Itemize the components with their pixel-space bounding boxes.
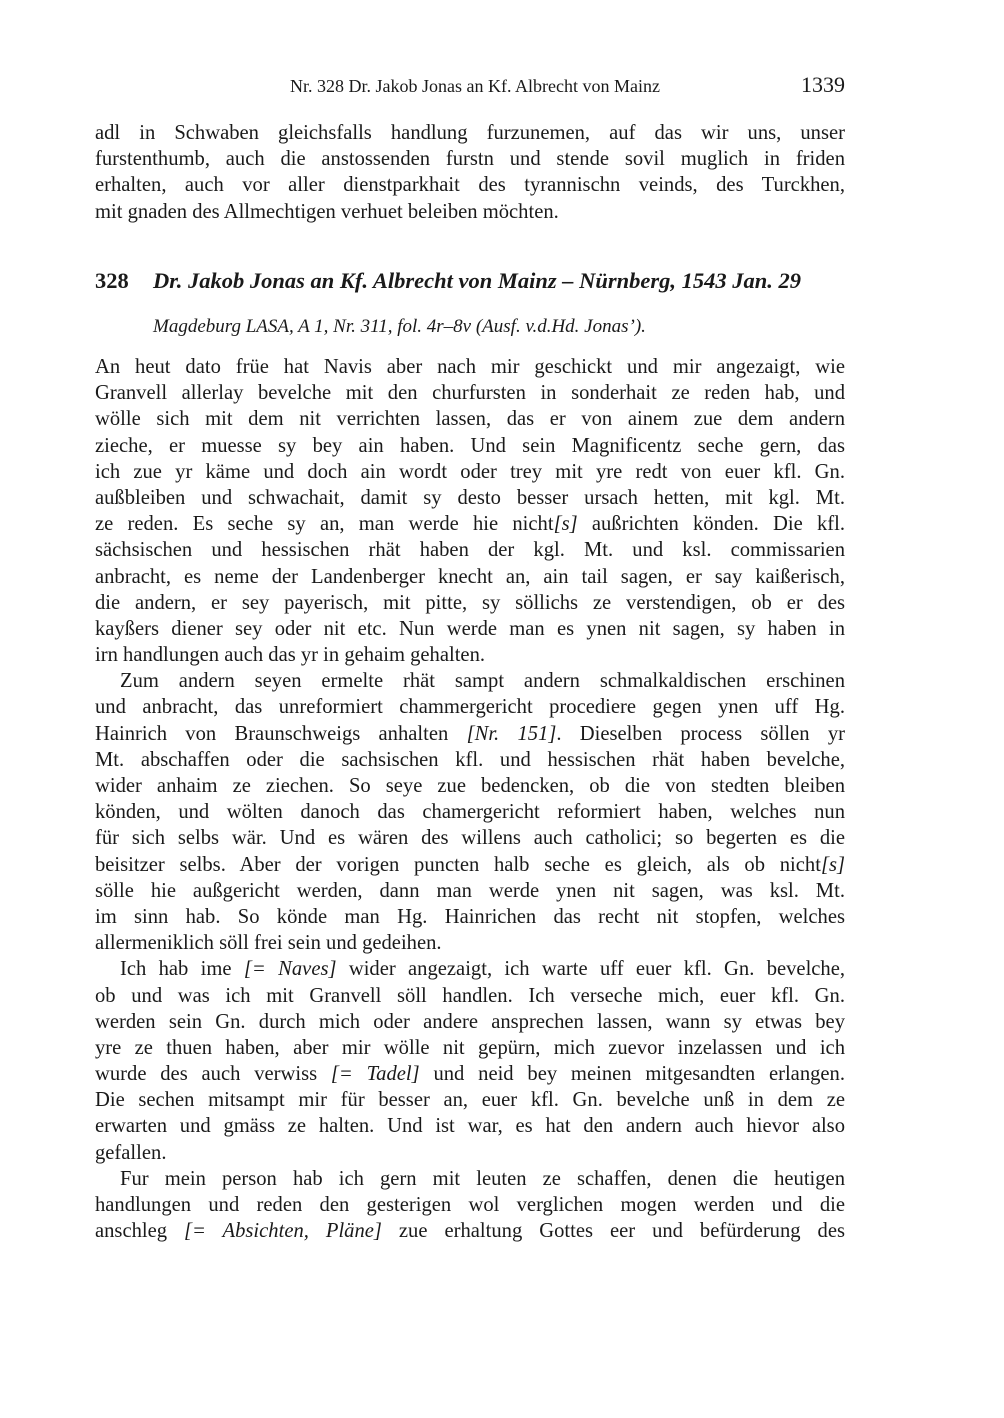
paragraph xyxy=(95,956,845,1166)
text-segment: außbleiben und schwachait, damit sy desto besser ursach hetten, mit kgl. Mt. xyxy=(95,486,845,509)
text-line xyxy=(95,825,845,851)
text-segment: An heut dato früe hat Navis aber nach mir geschickt und mir angezaigt, wie xyxy=(95,356,845,378)
text-segment: mit gnaden des Allmechtigen verhuet beleiben möchten. xyxy=(95,200,559,223)
editorial-note: [= Tadel] xyxy=(330,1063,420,1086)
text-line xyxy=(95,983,845,1009)
text-segment: wurde des auch verwiss xyxy=(95,1063,331,1086)
text-segment: zue erhaltung Gottes eer und befürderung des xyxy=(381,1220,845,1243)
text-segment: adl in Schwaben gleichsfalls handlung furzunemen, auf das wir uns, unser xyxy=(95,122,845,144)
text-line xyxy=(95,1166,845,1192)
text-line xyxy=(95,721,845,747)
document-number: 328 xyxy=(95,268,129,293)
text-line xyxy=(95,354,845,380)
text-line xyxy=(95,459,845,485)
editorial-note: [= Naves] xyxy=(243,958,337,981)
text-segment: ich zue yr käme und doch ain wordt oder trey mit yre redt von euer kfl. Gn. xyxy=(95,460,845,483)
text-line xyxy=(95,172,845,198)
paragraph xyxy=(95,1166,845,1245)
text-segment: Die sechen mitsampt mir für besser an, euer kfl. Gn. bevelche unß in dem ze xyxy=(95,1089,845,1112)
text-segment: Zum andern seyen ermelte rhät sampt andern schmalkaldischen erschinen xyxy=(120,670,845,693)
text-line xyxy=(95,1035,845,1061)
document-body xyxy=(95,354,845,1244)
text-segment: . Dieselben process söllen yr xyxy=(556,722,845,745)
text-segment: Granvell allerlay bevelche mit den churfursten in sonderhait ze reden hab, und xyxy=(95,382,845,405)
text-line xyxy=(95,485,845,511)
text-line xyxy=(95,616,845,642)
text-segment: wölle sich mit dem nit verrichten lassen, das er von ainem zue dem andern xyxy=(95,408,845,431)
text-line xyxy=(95,694,845,720)
text-line xyxy=(95,956,845,982)
text-line xyxy=(95,642,845,668)
text-line xyxy=(95,120,845,146)
text-line xyxy=(95,1218,845,1244)
text-segment: und neid bey meinen mitgesandten erlangen. xyxy=(419,1063,845,1086)
text-line xyxy=(95,511,845,537)
text-line xyxy=(95,904,845,930)
text-segment: zieche, er muesse sy bey ain haben. Und sein Magnificentz seche gern, das xyxy=(95,434,845,457)
text-line xyxy=(95,930,845,956)
text-segment: Mt. abschaffen oder die sachsischen kfl. und hessischen rhät haben bevelche, xyxy=(95,748,845,771)
text-line xyxy=(95,406,845,432)
text-segment: wider anhaim ze ziechen. So seye zue bedencken, ob die von stedten bleiben xyxy=(95,775,845,797)
text-line xyxy=(95,146,845,172)
text-line xyxy=(95,668,845,694)
text-segment: im sinn hab. So könde man Hg. Hainrichen das recht nit stopfen, welches xyxy=(95,905,845,928)
page-number: 1339 xyxy=(801,72,845,97)
text-line xyxy=(95,773,845,799)
text-segment: irn handlungen auch das yr in gehaim gehalten. xyxy=(95,644,486,667)
text-segment: die andern, er sey payerisch, mit pitte, sy söllichs ze verstendigen, ob er des xyxy=(95,591,845,614)
text-segment: anbracht, es neme der Landenberger knecht an, ain tail sagen, er say kaißerisch, xyxy=(95,565,845,588)
text-segment: ob und was ich mit Granvell söll handlen. Ich verseche mich, euer kfl. Gn. xyxy=(95,984,845,1007)
text-line xyxy=(95,852,845,878)
text-line xyxy=(95,433,845,459)
document-source: Magdeburg LASA, A 1, Nr. 311, fol. 4r–8v (Ausf. v.d.Hd. Jonas’). xyxy=(153,316,646,337)
paragraph xyxy=(95,120,845,225)
text-segment: könden, und wölten danoch das chamergericht reformiert haben, welches nun xyxy=(95,801,845,824)
text-segment: Ich hab ime xyxy=(120,958,244,981)
document-title: Dr. Jakob Jonas an Kf. Albrecht von Mainz – Nürnberg, 1543 Jan. 29 xyxy=(153,268,802,293)
text-segment: erhalten, auch vor aller dienstparkhait des tyrannischn veinds, des Turckhen, xyxy=(95,174,845,197)
text-line xyxy=(95,1061,845,1087)
text-segment: allermeniklich söll frei sein und gedeihen. xyxy=(95,932,442,955)
continued-text-block xyxy=(95,120,845,225)
text-segment: für sich selbs wär. Und es wären des willens auch catholici; so begerten es die xyxy=(95,827,845,850)
text-segment: furstenthumb, auch die anstossenden furstn und stende sovil muglich in friden xyxy=(95,148,845,171)
text-line xyxy=(95,590,845,616)
text-line xyxy=(95,1009,845,1035)
text-line xyxy=(95,1140,845,1166)
running-header xyxy=(95,72,845,102)
running-title: Nr. 328 Dr. Jakob Jonas an Kf. Albrecht von Mainz xyxy=(290,76,660,96)
text-line xyxy=(95,747,845,773)
editorial-note: [s] xyxy=(820,853,845,876)
text-segment: sölle hie außgericht werden, dann man werde ynen nit sagen, was ksl. Mt. xyxy=(95,879,845,902)
paragraph xyxy=(95,354,845,668)
text-line xyxy=(95,1113,845,1139)
text-segment: handlungen und reden den gesterigen wol verglichen mogen werden und die xyxy=(95,1194,845,1216)
text-segment: außrichten könden. Die kfl. xyxy=(577,513,845,536)
text-line xyxy=(95,537,845,563)
paragraph xyxy=(95,668,845,956)
text-segment: beisitzer selbs. Aber der vorigen puncten halb seche es gleich, als ob nicht xyxy=(95,853,821,876)
text-segment: ze reden. Es seche sy an, man werde hie nicht xyxy=(95,513,554,536)
text-segment: yre ze thuen haben, aber mir wölle nit gepürn, mich zuevor inzelassen und ich xyxy=(95,1036,845,1059)
text-segment: und anbracht, das unreformiert chammergericht procediere gegen ynen uff Hg. xyxy=(95,696,845,719)
text-line xyxy=(95,1192,845,1218)
document-heading xyxy=(95,268,855,294)
text-segment: gefallen. xyxy=(95,1141,167,1164)
editorial-note: [s] xyxy=(553,513,578,536)
text-line xyxy=(95,199,845,225)
text-line xyxy=(95,564,845,590)
text-segment: Hainrich von Braunschweigs anhalten xyxy=(95,722,467,745)
text-segment: werden sein Gn. durch mich oder andere ansprechen lassen, wann sy etwas bey xyxy=(95,1010,845,1033)
text-line xyxy=(95,1087,845,1113)
text-segment: Fur mein person hab ich gern mit leuten ze schaffen, denen die heutigen xyxy=(120,1167,845,1190)
editorial-note: [Nr. 151] xyxy=(466,722,557,745)
text-segment: anschleg xyxy=(95,1220,185,1243)
text-line xyxy=(95,799,845,825)
text-segment: erwarten und gmäss ze halten. Und ist war, es hat den andern auch hievor also xyxy=(95,1115,845,1138)
text-segment: wider angezaigt, ich warte uff euer kfl. Gn. bevelche, xyxy=(336,958,846,981)
text-line xyxy=(95,380,845,406)
editorial-note: [= Absichten, Pläne] xyxy=(184,1220,382,1243)
text-segment: kayßers diener sey oder nit etc. Nun werde man es ynen nit sagen, sy haben in xyxy=(95,617,845,640)
text-line xyxy=(95,878,845,904)
text-segment: sächsischen und hessischen rhät haben der kgl. Mt. und ksl. commissarien xyxy=(95,539,845,562)
